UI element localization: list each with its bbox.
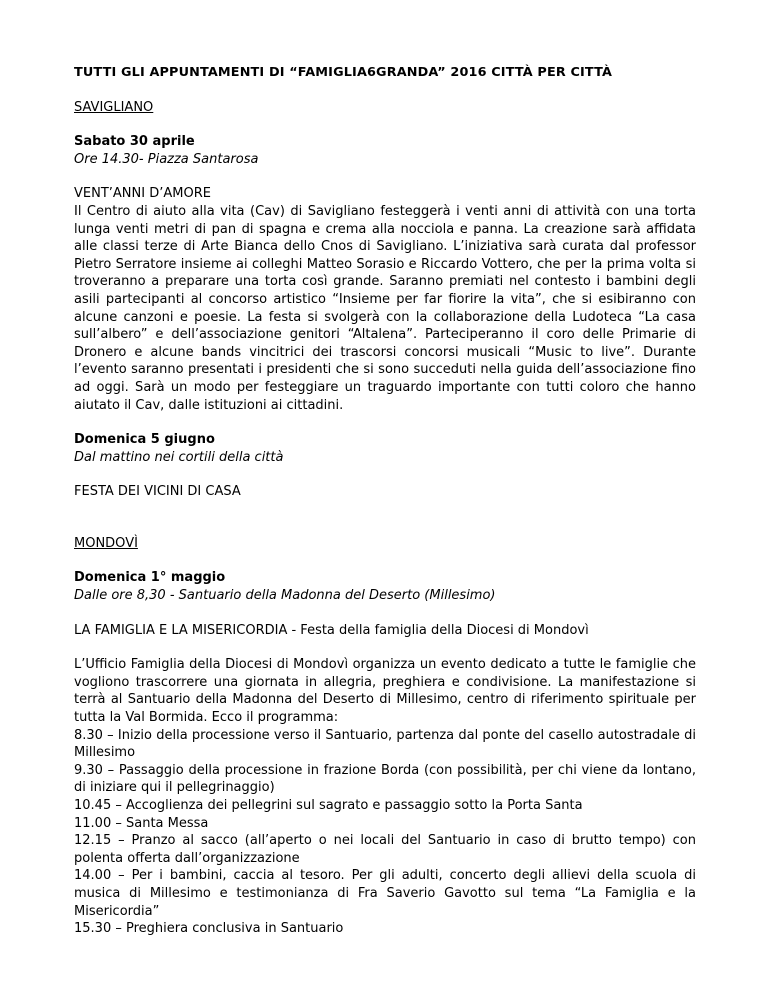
- program-item: 10.45 – Accoglienza dei pellegrini sul sagrato e passaggio sotto la Porta Santa: [74, 798, 583, 813]
- program-item: 15.30 – Preghiera conclusiva in Santuario: [74, 921, 344, 937]
- event-intro: L’Ufficio Famiglia della Diocesi di Mondovì organizza un evento dedicato a tutte le famiglie che vogliono trascorrere una giornata in allegria, preghiera e condivisione. La manifestazione si terrà al Santuario della Madonna del Deserto di Millesimo, centro di riferimento spirituale per tutta la Val Bormida. Ecco il programma:: [74, 657, 696, 726]
- program-item: 8.30 – Inizio della processione verso il Santuario, partenza dal ponte del casello autostradale di Millesimo: [74, 727, 696, 761]
- event-heading: VENT’ANNI D’AMORE: [74, 186, 211, 202]
- event-heading: LA FAMIGLIA E LA MISERICORDIA - Festa della famiglia della Diocesi di Mondovì: [74, 622, 589, 638]
- city-heading-mondovi: MONDOVÌ: [74, 535, 138, 551]
- program-item: 11.00 – Santa Messa: [74, 815, 209, 831]
- event-place: Dal mattino nei cortili della città: [74, 449, 284, 465]
- event-date: Domenica 5 giugno: [74, 432, 215, 448]
- event-date: Sabato 30 aprile: [74, 134, 195, 150]
- event-date: Domenica 1° maggio: [74, 570, 226, 586]
- document-title: TUTTI GLI APPUNTAMENTI DI “FAMIGLIA6GRANDA” 2016 CITTÀ PER CITTÀ: [74, 65, 613, 80]
- city-heading-savigliano: SAVIGLIANO: [74, 99, 154, 115]
- document-page: [74, 64, 696, 938]
- event-place: Dalle ore 8,30 - Santuario della Madonna del Deserto (Millesimo): [74, 588, 496, 604]
- event-place: Ore 14.30- Piazza Santarosa: [74, 151, 259, 167]
- program-item: 9.30 – Passaggio della processione in frazione Borda (con possibilità, per chi viene da lontano, di iniziare qui il pellegrinaggio): [74, 762, 696, 796]
- event-heading: FESTA DEI VICINI DI CASA: [74, 484, 241, 500]
- program-item: 14.00 – Per i bambini, caccia al tesoro. Per gli adulti, concerto degli allievi della scuola di musica di Millesimo e testimonianza di Fra Saverio Gavotto sul tema “La Famiglia e la Misericordia”: [74, 868, 696, 919]
- program-item: 12.15 – Pranzo al sacco (all’aperto o nei locali del Santuario in caso di brutto tempo) con polenta offerta dall’organizzazione: [74, 833, 696, 866]
- event-description: Il Centro di aiuto alla vita (Cav) di Savigliano festeggerà i venti anni di attività con una torta lunga venti metri di pan di spagna e crema alla nocciola e panna. La creazione sarà affidata alle classi terze di Arte Bianca dello Cnos di Savigliano. L’iniziativa sarà curata dal professor Pietro Serratore insieme ai colleghi Matteo Sorasio e Riccardo Vottero, che per la prima volta si troveranno a preparare una torta così grande. Saranno premiati nel contesto i bambini degli asili partecipanti al concorso artistico “Insieme per far fiorire la vita”, che si esibiranno con alcune canzoni e poesie. La festa si svolgerà con la collaborazione della Ludoteca “La casa sull’albero” e dell’associazione genitori “Altalena”. Parteciperanno il coro delle Primarie di Dronero e alcune bands vincitrici dei trascorsi concorsi musicali “Music to live”. Durante l’evento saranno presentati i presidenti che si sono succeduti nella guida dell’associazione fino ad oggi. Sarà un modo per festeggiare un traguardo importante con tutti coloro che hanno aiutato il Cav, dalle istituzioni ai cittadini.: [74, 203, 696, 413]
